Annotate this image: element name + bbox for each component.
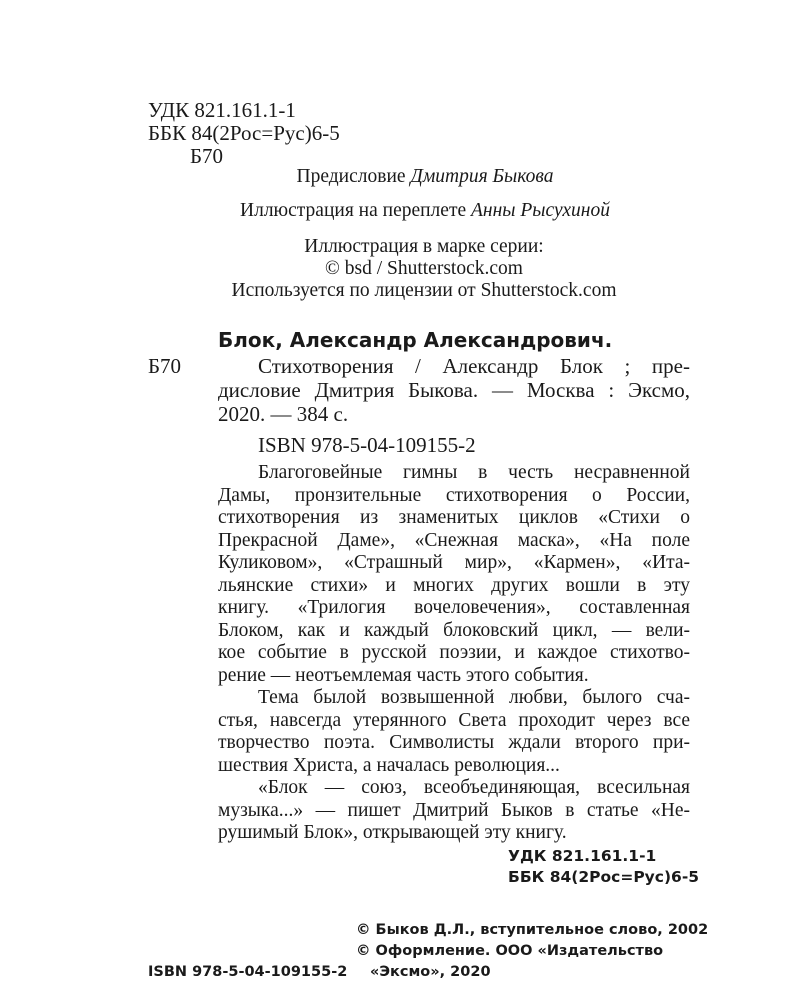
annotation-paragraph-1	[218, 462, 690, 687]
annotation-line: шествия Христа, а началась революция...	[218, 754, 560, 776]
bib-line-1: Стихотворения / Александр Блок ; пре-	[258, 354, 690, 378]
annotation-line: музыка...» — пишет Дмитрий Быков в статье «Не-	[218, 799, 690, 821]
foreword-prefix: Предисловие	[296, 166, 411, 187]
series-illustration-line-1: Иллюстрация в марке серии:	[304, 236, 544, 257]
annotation-line: Прекрасной Даме», «Снежная маска», «На поле	[218, 529, 690, 551]
cover-illustration-artist: Анны Рысухиной	[471, 200, 610, 221]
annotation-line: Дамы, пронзительные стихотворения о России,	[218, 484, 690, 506]
foreword-credit	[0, 166, 800, 189]
cover-illustration-prefix: Иллюстрация на переплете	[240, 200, 471, 221]
isbn-main: ISBN 978-5-04-109155-2	[258, 433, 476, 457]
annotation-line: льянские стихи» и многих других вошли в эту	[218, 574, 690, 596]
annotation-line: Благоговейные гимны в честь несравненной	[258, 462, 690, 483]
series-illustration-line-3: Используется по лицензии от Shutterstock.com	[231, 280, 617, 301]
copyright-design-line-1: © Оформление. ООО «Издательство	[356, 943, 664, 959]
bbk-code-bottom: ББК 84(2Рос=Рус)6-5	[508, 868, 700, 886]
annotation-line: кое событие в русской поэзии, и каждое стихотво-	[218, 642, 690, 663]
copyright-foreword: © Быков Д.Л., вступительное слово, 2002	[356, 922, 709, 938]
annotation-line: Тема былой возвышенной любви, былого сча-	[258, 687, 690, 708]
copyright-design-line-2: «Эксмо», 2020	[370, 964, 491, 980]
udk-code-bottom: УДК 821.161.1-1	[508, 847, 657, 865]
annotation-line: рушимый Блок», открывающей эту книгу.	[218, 822, 567, 843]
annotation-line: книгу. «Трилогия вочеловечения», составленная	[218, 597, 690, 618]
isbn-bottom: ISBN 978-5-04-109155-2	[148, 964, 348, 980]
udk-code-top: УДК 821.161.1-1	[148, 98, 296, 122]
annotation-paragraph-2	[218, 687, 690, 777]
bbk-code-top: ББК 84(2Рос=Рус)6-5	[148, 121, 340, 145]
series-illustration-line-2: © bsd / Shutterstock.com	[325, 258, 523, 279]
author-mark: Б70	[148, 354, 182, 378]
cover-illustration-credit	[0, 200, 800, 223]
foreword-author: Дмитрия Быкова	[410, 166, 554, 187]
annotation-line: творчество поэта. Символисты ждали второго при-	[218, 732, 690, 753]
author-mark-top: Б70	[190, 144, 224, 168]
annotation-line: рение — неотъемлемая часть этого события.	[218, 664, 589, 686]
annotation-line: Куликовом», «Страшный мир», «Кармен», «Ита-	[218, 552, 690, 573]
bib-line-3: 2020. — 384 с.	[218, 402, 349, 426]
annotation-line: стихотворения из знаменитых циклов «Стихи о	[218, 507, 690, 528]
annotation-paragraph-3	[218, 777, 690, 845]
annotation-line: Блоком, как и каждый блоковский цикл, — вели-	[218, 619, 690, 641]
bib-line-2: дисловие Дмитрия Быкова. — Москва : Эксмо,	[218, 378, 690, 402]
catalog-heading: Блок, Александр Александрович.	[218, 328, 613, 352]
annotation-line: стья, навсегда утерянного Света проходит через все	[218, 709, 690, 731]
annotation-line: «Блок — союз, всеобъединяющая, всесильная	[258, 777, 690, 798]
